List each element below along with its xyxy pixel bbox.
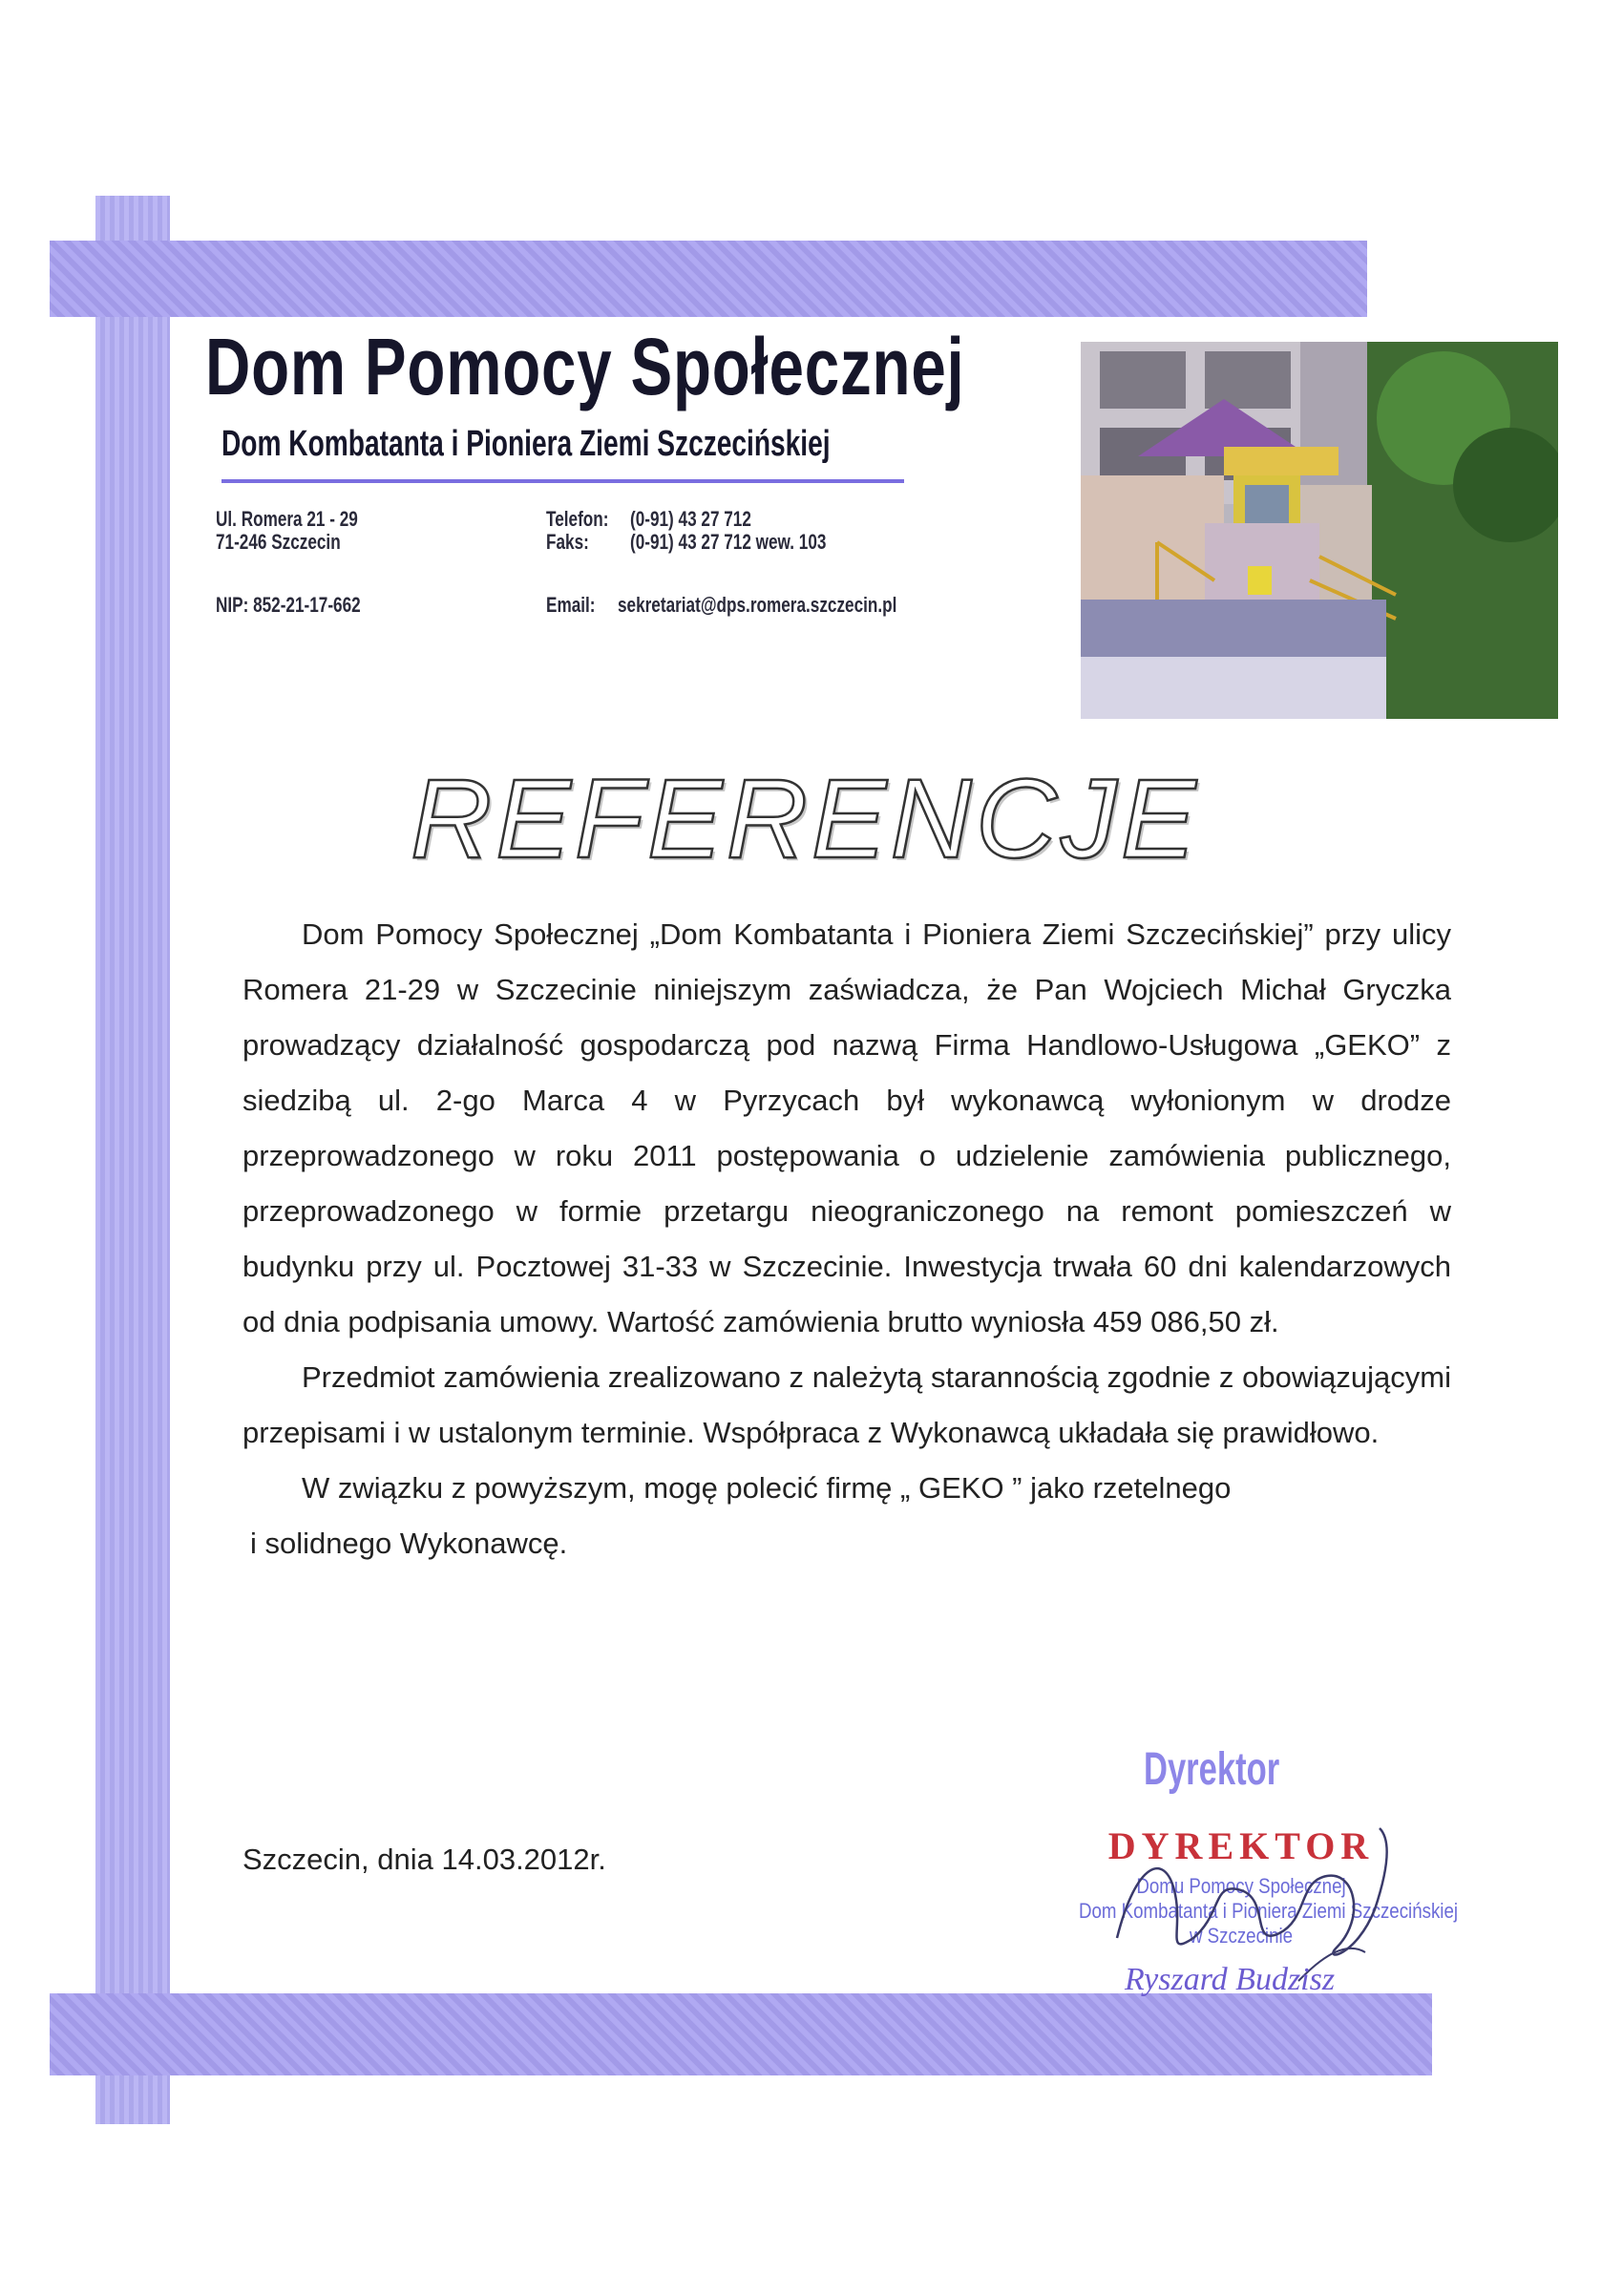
org-name: Dom Pomocy Społecznej <box>205 322 965 411</box>
building-photo <box>1081 342 1558 719</box>
director-label-block <box>1144 1743 1354 1801</box>
nip-block <box>216 594 401 617</box>
fax-row <box>546 530 827 554</box>
phone-value: (0-91) 43 27 712 <box>630 507 751 531</box>
org-name-block <box>205 321 1084 416</box>
document-title: REFERENCJE <box>411 756 1200 882</box>
body-paragraph-1: Dom Pomocy Społecznej „Dom Kombatanta i Pioniera Ziemi Szczecińskiej” przy ulicy Romera 21-29 w Szczecinie niniejszym zaświadcza, że Pan Wojciech Michał Gryczka prowadzący działalność gospodarczą pod nazwą Firma Handlowo-Usługowa „GEKO” z siedzibą ul. 2-go Marca 4 w Pyrzycach był wykonawcą wyłonionym w drodze przeprowadzonego w roku 2011 postępowania o udzielenie zamówienia publicznego, przeprowadzonego w formie przetargu nieograniczonego na remont pomieszczeń w budynku przy ul. Pocztowej 31-33 w Szczecinie. Inwestycja trwała 60 dni kalendarzowych od dnia podpisania umowy. Wartość zamówienia brutto wyniosła 459 086,50 zł. <box>242 917 1451 1338</box>
phone-row <box>546 507 751 531</box>
address-line-2: 71-246 Szczecin <box>216 530 341 554</box>
address-block <box>216 508 398 554</box>
building-photo-image <box>1081 342 1558 719</box>
header-rule <box>221 479 904 483</box>
stamp-line-2: Dom Kombatanta i Pioniera Ziemi Szczecińskiej <box>1079 1899 1459 1923</box>
bottom-horizontal-stripe <box>50 1993 1432 2075</box>
top-horizontal-stripe <box>50 241 1367 317</box>
fax-value: (0-91) 43 27 712 wew. 103 <box>630 530 827 554</box>
stamp-line-3: w Szczecinie <box>1189 1924 1294 1948</box>
stamp-title: DYREKTOR <box>1107 1824 1375 1867</box>
email-label: Email: <box>546 593 596 617</box>
org-subname: Dom Kombatanta i Pioniera Ziemi Szczecińskiej <box>221 424 831 464</box>
body-paragraph-2: Przedmiot zamówienia zrealizowano z należytą starannością zgodnie z obowiązującymi przepisami i w ustalonym terminie. Współpraca z Wykonawcą układała się prawidłowo. <box>242 1360 1451 1449</box>
phone-label: Telefon: <box>546 507 609 531</box>
email-link[interactable]: sekretariat@dps.romera.szczecin.pl <box>618 593 897 617</box>
email-row <box>546 593 897 617</box>
vertical-stripe <box>95 196 170 2124</box>
nip: NIP: 852-21-17-662 <box>216 593 361 617</box>
place-and-date: Szczecin, dnia 14.03.2012r. <box>242 1843 606 1876</box>
address-line-1: Ul. Romera 21 - 29 <box>216 507 358 531</box>
letter-body <box>242 907 1451 1571</box>
signatory-name: Ryszard Budzisz <box>1125 1962 1336 1997</box>
body-paragraph-3-line-2: i solidnego Wykonawcę. <box>250 1527 568 1560</box>
body-paragraph-3-line-1: W związku z powyższym, mogę polecić firmę „ GEKO ” jako rzetelnego <box>302 1471 1232 1505</box>
stamp-line-1: Domu Pomocy Społecznej <box>1136 1874 1346 1898</box>
org-subname-block <box>221 424 1062 472</box>
fax-label: Faks: <box>546 530 589 554</box>
director-label: Dyrektor <box>1144 1744 1280 1795</box>
